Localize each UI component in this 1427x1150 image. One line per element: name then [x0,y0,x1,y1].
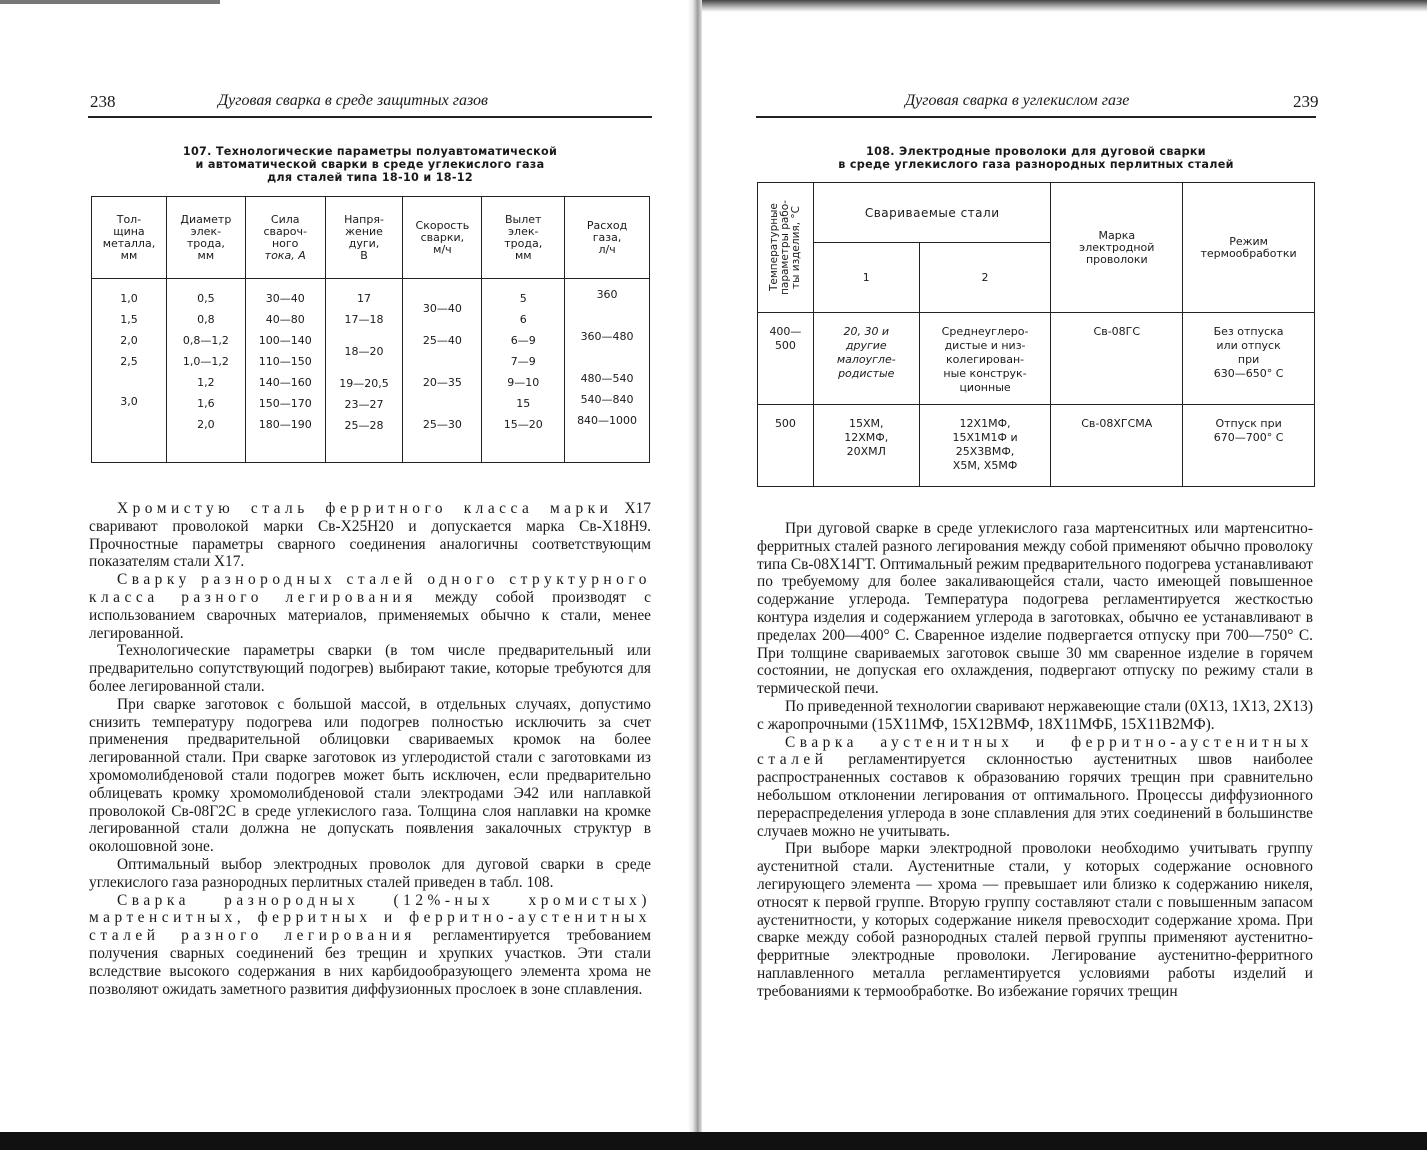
heat-cell: Без отпуска или отпуск при 630—650° С [1183,313,1315,405]
diameter-column: 0,5 0,8 0,8—1,2 1,0—1,2 1,2 1,6 2,0 [166,279,245,463]
stickout-column: 5 6 6—9 7—9 9—10 15 15—20 [482,279,565,463]
temp-cell: 400— 500 [758,313,814,405]
header-rule [756,116,1316,118]
column-header: Напря- жение дуги, В [325,197,403,279]
column-header: Режим термообработки [1183,183,1315,313]
column-header: Сила свароч- ного тока, А [245,197,325,279]
table-caption: 107. Технологические параметры полуавтоматической и автоматической сварки в среде углекислого газа для сталей типа 18-10 и 18-12 [182,145,558,184]
right-body-text: При дуговой сварке в среде углекислого газа мартенситных или мартенситно-ферритных сталей разного легирования между собой применяют обычно проволоку типа Св-08Х14ГТ. Оптимальный режим предварительного подогрева устанавливают по требуемому для более закаливающейся стали, часто имеющей повышенное содержание углерода. Температура подогрева регламентируется жесткостью контура изделия и содержанием углерода в заготовках, обычно ее устанавливают в пределах 200—400° С. Сваренное изделие подвергается отпуску при 700—750° С. При толщине свариваемых заготовок свыше 30 мм сваренное изделие в горячем состоянии, не допуская его охлаждения, подвергают отпуску по режиму стали в термической печи. По приведенной технологии сваривают нержавеющие стали (0Х13, 1Х13, 2Х13) с жаропрочными (15Х11МФ, 15Х12ВМФ, 18Х11МФБ, 15Х11В2МФ). Сварка аустенитных и ферритно-аустенитных сталей регламентируется склонностью аустенитных швов наиболее распространенных составов к образованию горячих трещин при сравнительно небольшом отклонении легирования от оптимального. Процессы диффузионного перераспределения углерода в зоне сплавления для этих соединений в большинстве случаев можно не учитывать. При выборе марки электродной проволоки необходимо учитывать группу аустенитной стали. Аустенитные стали, у которых содержание основного легирующего элемента — хрома — превышает или близко к содержанию никеля, относят к первой группе. Вторую группу составляют стали с повышенным запасом аустенитности, у которых содержание никеля превосходит содержание хрома. При сварке между собой разнородных сталей первой группы применяют аустенитно-ферритные электродные проволоки. Легирование аустенитно-ферритного наплавленного металла регламентируется условиями работы изделий и требованиями к термообработке. Во избежание горячих трещин [757,520,1313,1000]
column-header: 2 [919,243,1051,313]
steel1-cell: 20, 30 и другие малоугле- родистые [813,313,919,405]
page-number: 238 [90,92,116,111]
left-body-text: Хромистую сталь ферритного класса марки Х17 сваривают проволокой марки Св-Х25Н20 и допускается марка Св-Х18Н9. Прочностные параметры сварного соединения аналогичны соответствующим показателям стали Х17. Сварку разнородных сталей одного структурного класса разного легирования между собой производят с использованием сварочных материалов, применяемых обычно к стали, менее легированной. Технологические параметры сварки (в том числе предварительный или предварительно сопутствующий подогрев) выбирают такие, которые требуются для более легированной стали. При сварке заготовок с большой массой, в отдельных случаях, допустимо снизить температуру подогрева или подогрев полностью исключить за счет применения предварительной облицовки свариваемых кромок на более легированной стали. При сварке заготовок из углеродистой стали с заготовками из хромомолибденовой стали подогрев может быть исключен, если предварительно облицевать кромку хромомолибденовой стали электродами Э42 или наплавкой проволокой Св-08Г2С в среде углекислого газа. Толщина слоя наплавки на кромке легированной стали должна не допускать появления закалочных структур в околошовной зоне. Оптимальный выбор электродных проволок для дуговой сварки в среде углекислого газа разнородных перлитных сталей приведен в табл. 108. Сварка разнородных (12%-ных хромистых) мартенситных, ферритных и ферритно-аустенитных сталей разного легирования регламентируется требованием получения сварных соединений без трещин и хрупких участков. Эти стали вследствие высокого содержания в них карбидообразующего элемента хрома не позволяют ожидать заметного развития диффузионных прослоек в зоне сплавления. [89,500,651,998]
table-row [758,405,1315,487]
column-header: 1 [813,243,919,313]
running-head: Дуговая сварка в углекислом газе [905,92,1130,109]
table-107 [91,196,650,463]
table-row [758,313,1315,405]
table-body-row [92,279,650,463]
temp-cell: 500 [758,405,814,487]
header-rule [88,116,652,118]
table-header-row [758,183,1315,243]
column-header: Тол- щина металла, мм [92,197,167,279]
heat-cell: Отпуск при 670—700° С [1183,405,1315,487]
steel1-cell: 15ХМ, 12ХМФ, 20ХМЛ [813,405,919,487]
voltage-column: 17 17—18 18—20 19—20,5 23—27 25—28 [325,279,403,463]
running-head: Дуговая сварка в среде защитных газов [218,92,488,109]
steel2-cell: Среднеуглеро- дистые и низ- колегирован- ные конструк- ционные [919,313,1051,405]
page-number: 239 [1293,92,1319,111]
column-header: Свариваемые стали [813,183,1051,243]
column-header: Расход газа, л/ч [565,197,650,279]
wire-cell: Св-08ГС [1051,313,1183,405]
current-column: 30—40 40—80 100—140 110—150 140—160 150—170 180—190 [245,279,325,463]
table-108 [757,182,1315,487]
wire-cell: Св-08ХГСМА [1051,405,1183,487]
column-header: Диаметр элек- трода, мм [166,197,245,279]
column-header: Вылет элек- трода, мм [482,197,565,279]
thickness-column: 1,0 1,5 2,0 2,5 3,0 [92,279,167,463]
gas-column: 360 360—480 480—540 540—840 840—1000 [565,279,650,463]
table-caption: 108. Электродные проволоки для дуговой сварки в среде углекислого газа разнородных перлитных сталей [838,145,1234,171]
scan-edge [0,1132,1427,1150]
speed-column: 30—40 25—40 20—35 25—30 [403,279,482,463]
steel2-cell: 12Х1МФ, 15Х1М1Ф и 25Х3ВМФ, Х5М, Х5МФ [919,405,1051,487]
column-header: Температурные параметры рабо- ты изделия, °С [758,183,814,313]
right-page [700,0,1427,1132]
column-header: Марка электродной проволоки [1051,183,1183,313]
column-header: Скорость сварки, м/ч [403,197,482,279]
left-page [0,0,690,1132]
table-header-row [92,197,650,279]
